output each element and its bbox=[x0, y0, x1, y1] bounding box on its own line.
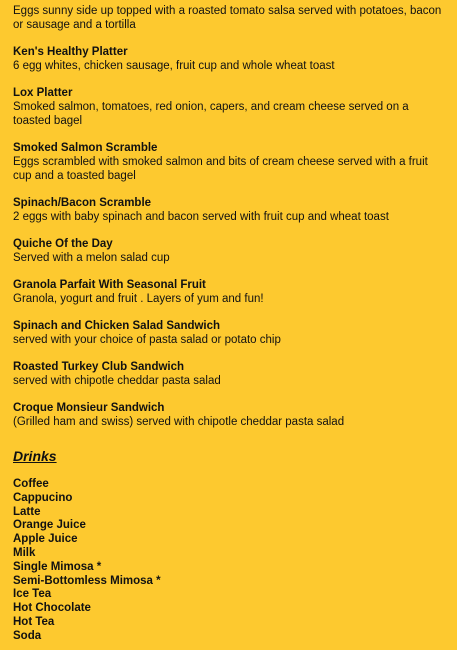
drink-item: Hot Chocolate bbox=[13, 602, 91, 615]
menu-item-name: Roasted Turkey Club Sandwich bbox=[13, 361, 185, 373]
menu-item bbox=[13, 141, 447, 183]
drink-item: Semi-Bottomless Mimosa * bbox=[13, 574, 161, 587]
menu-item-description: Served with a melon salad cup bbox=[13, 252, 170, 264]
menu-items-list bbox=[13, 45, 447, 429]
menu-item bbox=[13, 401, 447, 429]
drink-item: Hot Tea bbox=[13, 615, 55, 628]
drink-item: Soda bbox=[13, 629, 42, 642]
menu-item bbox=[13, 196, 447, 224]
drink-item: Ice Tea bbox=[13, 588, 52, 601]
menu-item-description: Granola, yogurt and fruit . Layers of yum and fun! bbox=[13, 293, 264, 305]
drink-item: Coffee bbox=[13, 478, 49, 490]
drink-item: Orange Juice bbox=[13, 519, 86, 532]
menu-item-description: served with your choice of pasta salad or potato chip bbox=[13, 334, 281, 346]
menu-item bbox=[13, 45, 447, 73]
menu-item-name: Spinach/Bacon Scramble bbox=[13, 197, 152, 209]
menu-item bbox=[13, 278, 447, 306]
menu-item-name: Lox Platter bbox=[13, 87, 73, 99]
menu-item-description: 2 eggs with baby spinach and bacon served with fruit cup and wheat toast bbox=[13, 211, 389, 223]
menu-item-name: Spinach and Chicken Salad Sandwich bbox=[13, 320, 221, 332]
intro-item-description: Eggs sunny side up topped with a roasted tomato salsa served with potatoes, bacon or sausage and a tortilla bbox=[13, 5, 442, 31]
drink-item: Latte bbox=[13, 505, 41, 518]
drink-item: Cappucino bbox=[13, 491, 73, 504]
menu-item-name: Granola Parfait With Seasonal Fruit bbox=[13, 279, 206, 291]
menu-item-name: Croque Monsieur Sandwich bbox=[13, 402, 165, 414]
menu-item-description: Smoked salmon, tomatoes, red onion, capers, and cream cheese served on a toasted bagel bbox=[13, 101, 409, 127]
menu-item-name: Ken's Healthy Platter bbox=[13, 46, 128, 58]
menu-item bbox=[13, 237, 447, 265]
drink-item: Single Mimosa * bbox=[13, 560, 102, 573]
menu-item-description: served with chipotle cheddar pasta salad bbox=[13, 375, 221, 387]
drink-item: Milk bbox=[13, 546, 36, 559]
drink-item: Apple Juice bbox=[13, 533, 78, 546]
drinks-section-title: Drinks bbox=[13, 448, 57, 464]
menu-item-description: Eggs scrambled with smoked salmon and bits of cream cheese served with a fruit cup and a toasted bagel bbox=[13, 156, 428, 182]
menu-item bbox=[13, 86, 447, 128]
menu-item-description: (Grilled ham and swiss) served with chipotle cheddar pasta salad bbox=[13, 416, 345, 428]
drinks-list bbox=[13, 478, 447, 644]
menu-item-description: 6 egg whites, chicken sausage, fruit cup and whole wheat toast bbox=[13, 60, 335, 72]
menu-item bbox=[13, 360, 447, 388]
menu-item-name: Quiche Of the Day bbox=[13, 238, 113, 250]
menu-item bbox=[13, 319, 447, 347]
menu-item-name: Smoked Salmon Scramble bbox=[13, 142, 158, 154]
